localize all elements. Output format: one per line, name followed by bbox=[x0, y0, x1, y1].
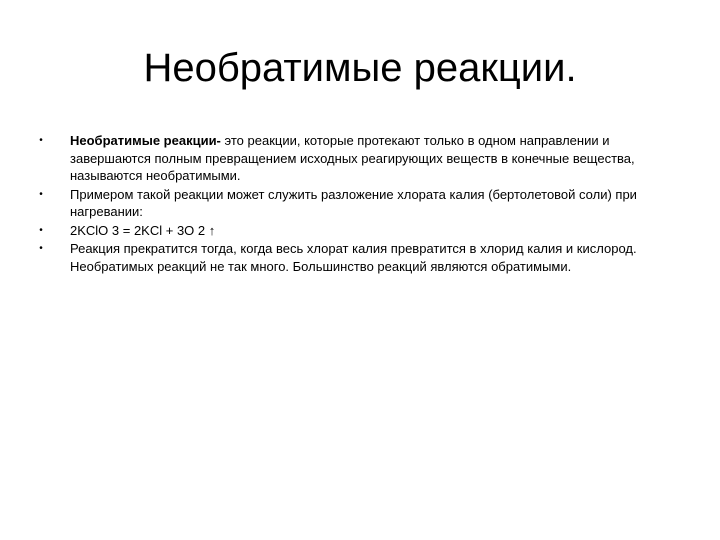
bullet-icon: • bbox=[39, 135, 43, 146]
bullet-text: это реакции, которые протекают только в одном направлении и завершаются полным превращением исходных реагирующих веществ в конечные вещества, называются необратимыми. bbox=[70, 133, 635, 183]
bullet-icon: • bbox=[39, 188, 43, 200]
bullet-term: Необратимые реакции- bbox=[70, 133, 221, 148]
bullet-item-conclusion bbox=[36, 240, 686, 275]
bullet-text: Примером такой реакции может служить разложение хлората калия (бертолетовой соли) при нагревании: bbox=[70, 186, 637, 219]
bullet-item-example bbox=[36, 186, 686, 221]
bullet-item-equation bbox=[36, 222, 686, 240]
reaction-equation: 2KClO 3 = 2KCl + 3O 2 ↑ bbox=[70, 222, 216, 238]
bullet-text: Реакция прекратится тогда, когда весь хлорат калия превратится в хлорид калия и кислород. Необратимых реакций не так много. Большинство реакций являются обратимыми. bbox=[70, 241, 637, 274]
bullet-list bbox=[36, 132, 686, 276]
bullet-icon: • bbox=[39, 224, 43, 236]
bullet-icon: • bbox=[39, 243, 43, 254]
bullet-item-definition bbox=[36, 132, 686, 185]
slide-title: Необратимые реакции. bbox=[143, 46, 577, 90]
